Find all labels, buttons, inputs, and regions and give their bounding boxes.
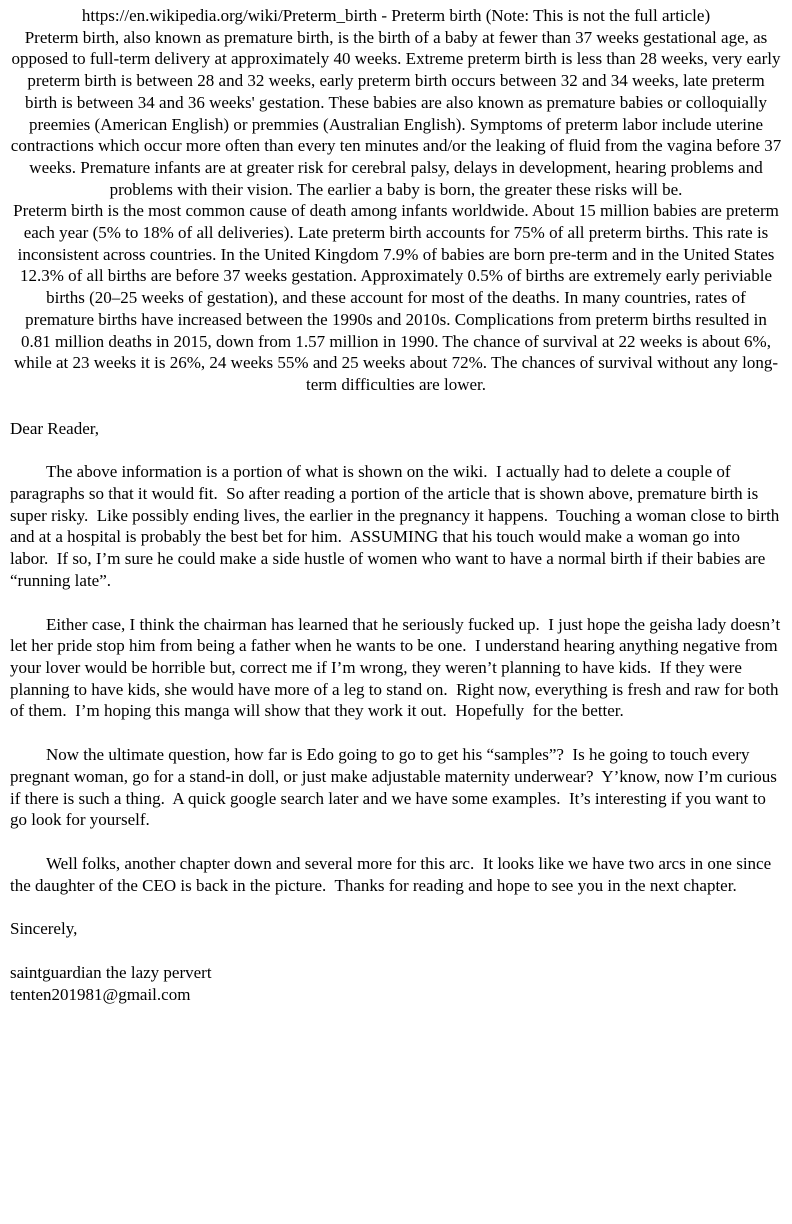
letter-paragraph-4: Well folks, another chapter down and several more for this arc. It looks like we have two arcs in one since the daughter of the CEO is back in the picture. Thanks for reading and hope to see you in the next chapter. [10, 853, 776, 895]
wiki-paragraph-2: Preterm birth is the most common cause of death among infants worldwide. About 15 million babies are preterm each year (5% to 18% of all deliveries). Late preterm birth accounts for 75% of all preterm births. This rate is inconsistent across countries. In the United Kingdom 7.9% of babies are born pre-term and in the United States 12.3% of all births are before 37 weeks gestation. Approximately 0.5% of births are extremely early periviable births (20–25 weeks of gestation), and these account for most of the deaths. In many countries, rates of premature births have increased between the 1990s and 2010s. Complications from preterm births resulted in 0.81 million deaths in 2015, down from 1.57 million in 1990. The chance of survival at 22 weeks is about 6%, while at 23 weeks it is 26%, 24 weeks 55% and 25 weeks about 72%. The chances of survival without any long-term difficulties are lower. [13, 201, 779, 394]
wiki-paragraph-1: Preterm birth, also known as premature birth, is the birth of a baby at fewer than 37 weeks gestational age, as opposed to full-term delivery at approximately 40 weeks. Extreme preterm birth is less than 28 weeks, very early preterm birth is between 28 and 32 weeks, early preterm birth occurs between 32 and 34 weeks, late preterm birth is between 34 and 36 weeks' gestation. These babies are also known as premature babies or colloquially preemies (American English) or premmies (Australian English). Symptoms of preterm labor include uterine contractions which occur more often than every ten minutes and/or the leaking of fluid from the vagina before 37 weeks. Premature infants are at greater risk for cerebral palsy, delays in development, hearing problems and problems with their vision. The earlier a baby is born, the greater these risks will be. [10, 27, 782, 199]
wiki-source-line: https://en.wikipedia.org/wiki/Preterm_birth - Preterm birth (Note: This is not the full article) [81, 6, 711, 25]
letter-salutation: Dear Reader, [10, 418, 99, 438]
signature-email: tenten201981@gmail.com [10, 984, 191, 1004]
letter-paragraph-1: The above information is a portion of what is shown on the wiki. I actually had to delete a couple of paragraphs so that it would fit. So after reading a portion of the article that is shown above, premature birth is super risky. Like possibly ending lives, the earlier in the pregnancy it happens. Touching a woman close to birth and at a hospital is probably the best bet for him. ASSUMING that his touch would make a woman go into labor. If so, I’m sure he could make a side hustle of women who want to have a normal birth if their babies are “running late”. [10, 462, 784, 590]
letter-paragraph-2: Either case, I think the chairman has learned that he seriously fucked up. I just hope the geisha lady doesn’t let her pride stop him from being a father when he wants to be one. I understand hearing anything negative from your lover would be horrible but, correct me if I’m wrong, they weren’t planning to have kids. If they were planning to have kids, she would have more of a leg to stand on. Right now, everything is fresh and raw for both of them. I’m hoping this manga will show that they work it out. Hopefully for the better. [10, 614, 785, 721]
wiki-excerpt [10, 5, 782, 396]
letter-paragraph-3: Now the ultimate question, how far is Edo going to go to get his “samples”? Is he going to touch every pregnant woman, go for a stand-in doll, or just make adjustable maternity underwear? Y’know, now I’m curious if there is such a thing. A quick google search later and we have some examples. It’s interesting if you want to go look for yourself. [10, 745, 782, 830]
letter-closing: Sincerely, [10, 919, 78, 939]
signature-name: saintguardian the lazy pervert [10, 963, 212, 983]
reader-letter [10, 418, 785, 1006]
